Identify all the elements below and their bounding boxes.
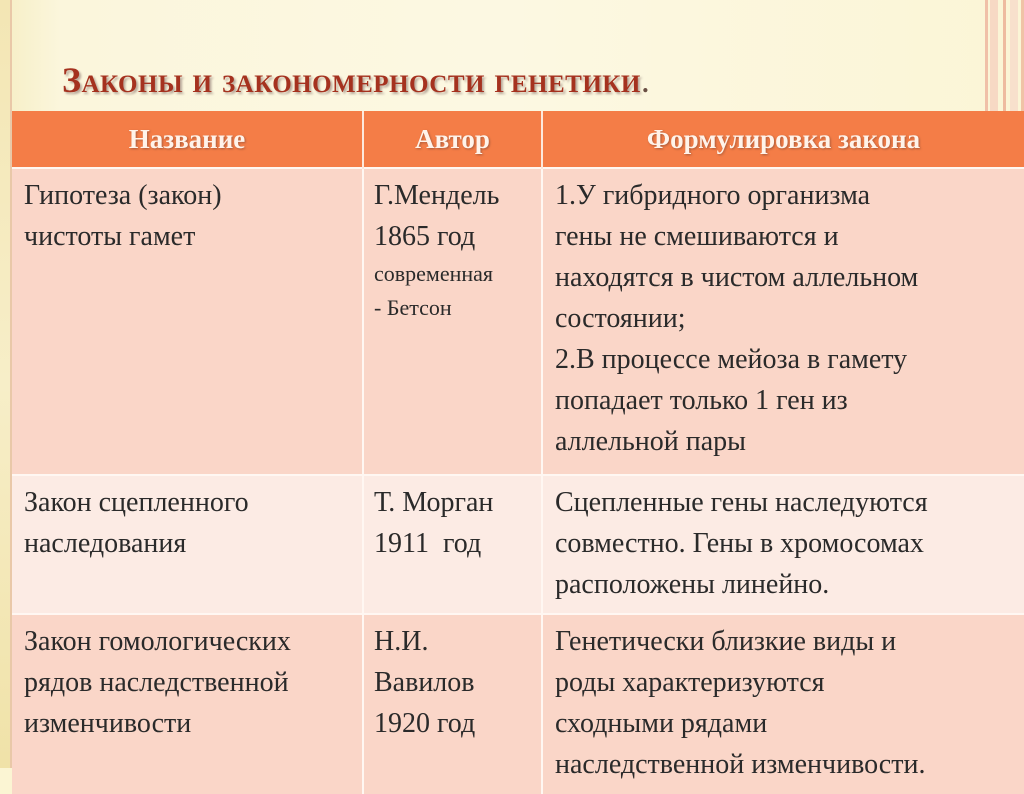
author-note: современная [374,261,494,286]
cell-line: аллельной пары [555,426,746,457]
cell-line: рядов наследственной [24,667,289,698]
cell-line: Вавилов [374,667,475,698]
table-row [12,475,1024,614]
cell-line: совместно. Гены в хромосомах [555,528,924,559]
cell-line: 1865 год [374,221,476,252]
cell-line: 2.В процессе мейоза в гамету [555,344,908,375]
cell-line: попадает только 1 ген из [555,385,848,416]
cell-line: наследственной изменчивости. [555,749,926,780]
cell-line: расположены линейно. [555,569,830,600]
cell-line: изменчивости [24,708,192,739]
slide-title [62,58,650,102]
cell-line: Т. Морган [374,487,494,518]
table-header-row [12,111,1024,168]
cell-line: наследования [24,528,187,559]
cell-line: Генетически близкие виды и [555,626,897,657]
table-row [12,168,1024,475]
cell-line: 1.У гибридного организма [555,180,871,211]
cell-line: состоянии; [555,303,686,334]
cell-author [363,168,542,475]
table-row [12,614,1024,794]
cell-formulation [542,614,1024,794]
header-author: Автор [363,111,542,168]
cell-line: Н.И. [374,626,429,657]
cell-formulation [542,168,1024,475]
cell-line: гены не смешиваются и [555,221,839,252]
slide-title-dot: . [640,60,651,100]
slide-title-text: Законы и закономерности генетики [62,60,641,100]
header-formulation: Формулировка закона [542,111,1024,168]
cell-line: роды характеризуются [555,667,825,698]
cell-name [12,475,363,614]
header-name: Название [12,111,363,168]
cell-author [363,614,542,794]
cell-name [12,614,363,794]
cell-line: 1911 год [374,528,482,559]
cell-formulation [542,475,1024,614]
cell-line: Гипотеза (закон) [24,180,222,211]
cell-line: Г.Мендель [374,180,500,211]
cell-line: находятся в чистом аллельном [555,262,919,293]
cell-name [12,168,363,475]
cell-line: чистоты гамет [24,221,196,252]
cell-author [363,475,542,614]
author-note: - Бетсон [374,295,452,320]
cell-line: 1920 год [374,708,476,739]
laws-table-container [12,111,1024,794]
cell-line: сходными рядами [555,708,768,739]
cell-line: Сцепленные гены наследуются [555,487,928,518]
cell-line: Закон сцепленного [24,487,249,518]
cell-line: Закон гомологических [24,626,291,657]
laws-table [12,111,1024,794]
